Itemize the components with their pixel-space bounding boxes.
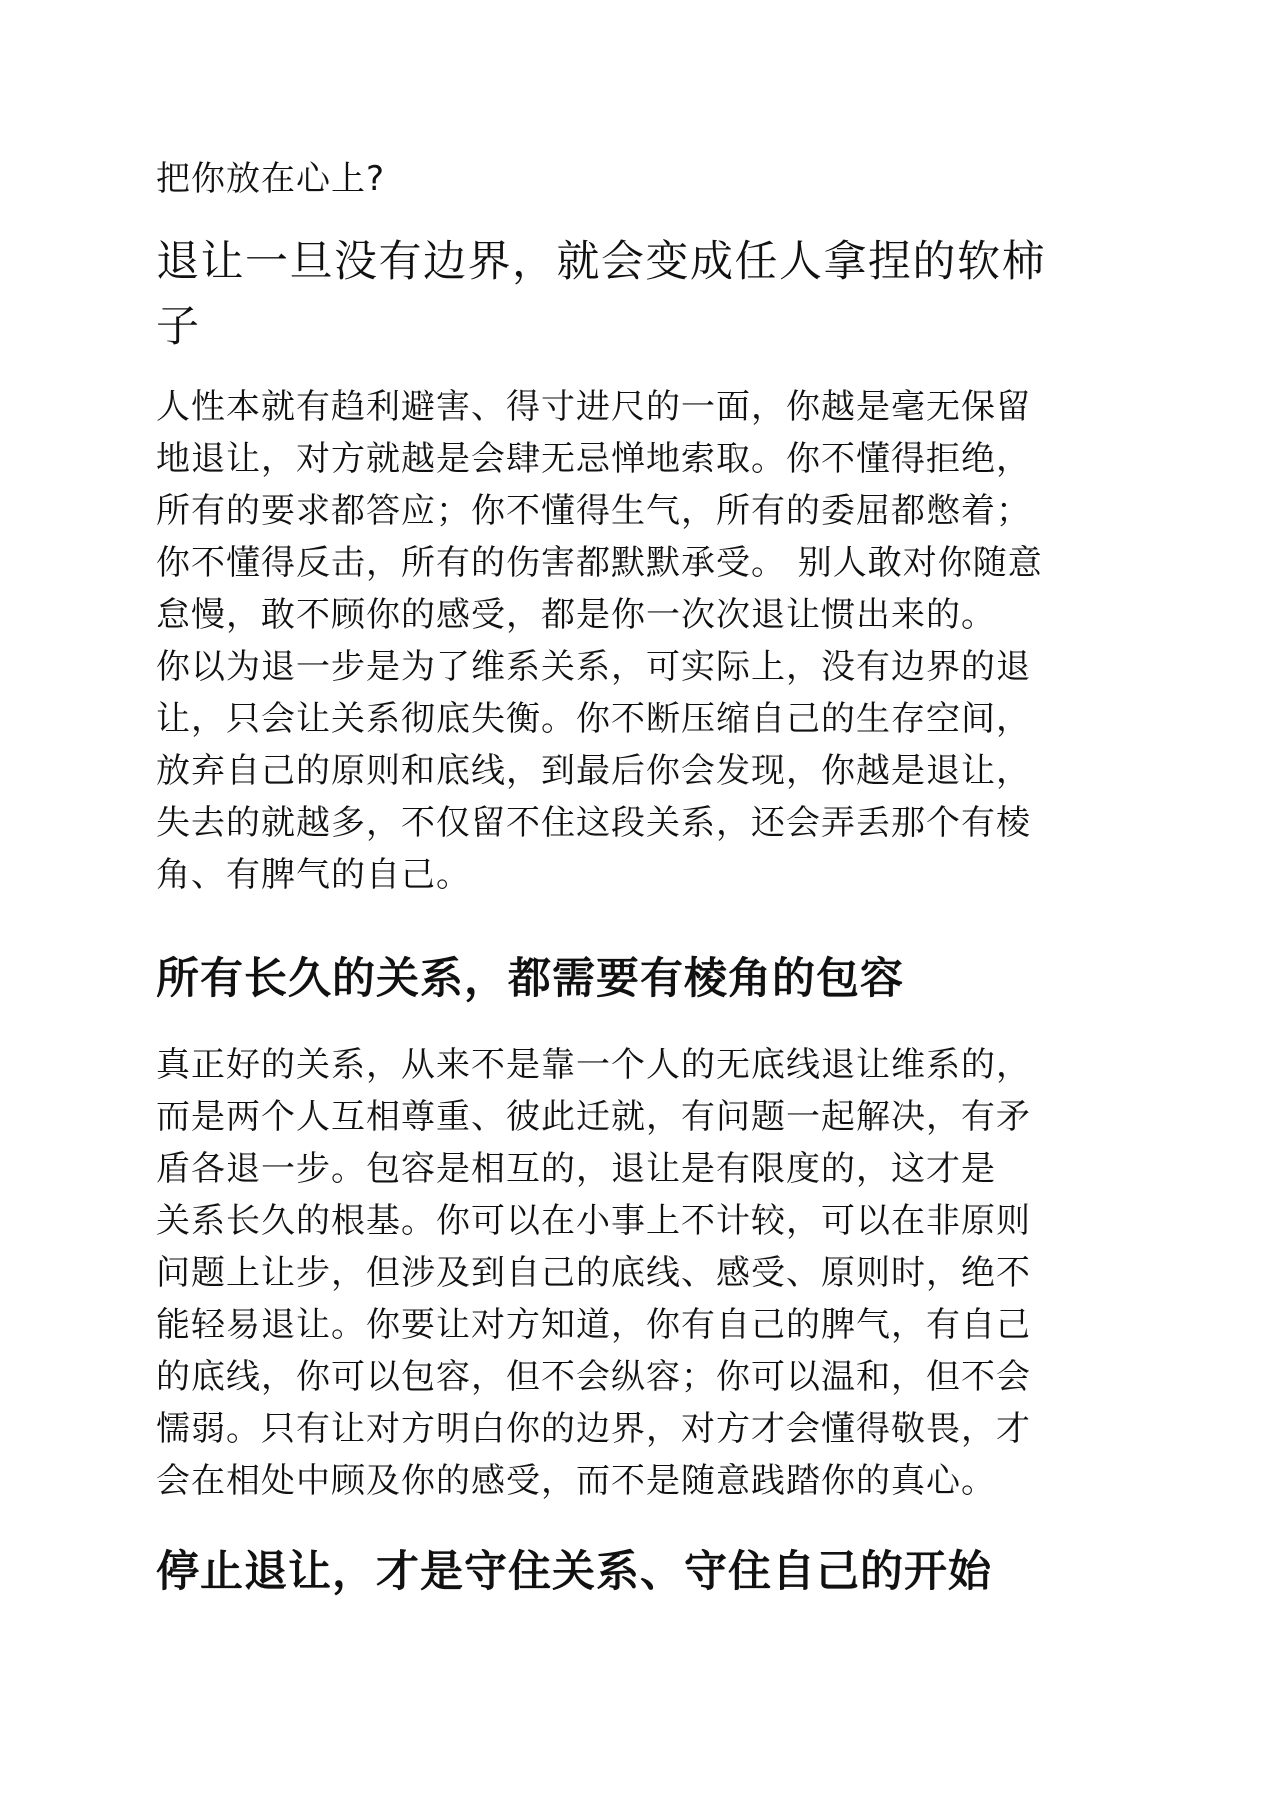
paragraph-line: 让，只会让关系彻底失衡。你不断压缩自己的生存空间， xyxy=(156,699,1031,739)
paragraph-line: 怠慢，敢不顾你的感受，都是你一次次退让惯出来的。 xyxy=(156,595,996,635)
paragraph-line: 你不懂得反击，所有的伤害都默默承受。 别人敢对你随意 xyxy=(156,543,1043,583)
paragraph-line: 地退让，对方就越是会肆无忌惮地索取。你不懂得拒绝， xyxy=(156,439,1031,479)
paragraph-line: 失去的就越多，不仅留不住这段关系，还会弄丢那个有棱 xyxy=(156,803,1031,843)
paragraph-line: 懦弱。只有让对方明白你的边界，对方才会懂得敬畏，才 xyxy=(156,1409,1031,1449)
paragraph-line: 关系长久的根基。你可以在小事上不计较，可以在非原则 xyxy=(156,1201,1031,1241)
intro-text: 把你放在心上? xyxy=(156,159,386,199)
paragraph-line: 问题上让步，但涉及到自己的底线、感受、原则时，绝不 xyxy=(156,1253,1031,1293)
paragraph-line: 盾各退一步。包容是相互的，退让是有限度的，这才是 xyxy=(156,1149,996,1189)
paragraph-line: 你以为退一步是为了维系关系，可实际上，没有边界的退 xyxy=(156,647,1031,687)
paragraph-line: 角、有脾气的自己。 xyxy=(156,855,471,895)
section-heading-1-line-2: 子 xyxy=(156,302,201,352)
paragraph-line: 真正好的关系，从来不是靠一个人的无底线退让维系的， xyxy=(156,1045,1031,1085)
section-heading-2: 所有长久的关系，都需要有棱角的包容 xyxy=(156,954,904,1004)
paragraph-line: 人性本就有趋利避害、得寸进尺的一面，你越是毫无保留 xyxy=(156,387,1031,427)
paragraph-line: 所有的要求都答应；你不懂得生气，所有的委屈都憋着； xyxy=(156,491,1031,531)
section-heading-3: 停止退让，才是守住关系、守住自己的开始 xyxy=(156,1547,992,1597)
paragraph-line: 放弃自己的原则和底线，到最后你会发现，你越是退让， xyxy=(156,751,1031,791)
paragraph-line: 的底线，你可以包容，但不会纵容；你可以温和，但不会 xyxy=(156,1357,1031,1397)
section-heading-1-line-1: 退让一旦没有边界，就会变成任人拿捏的软柿 xyxy=(156,237,1046,287)
paragraph-line: 会在相处中顾及你的感受，而不是随意践踏你的真心。 xyxy=(156,1461,996,1501)
paragraph-line: 而是两个人互相尊重、彼此迁就，有问题一起解决，有矛 xyxy=(156,1097,1031,1137)
paragraph-line: 能轻易退让。你要让对方知道，你有自己的脾气，有自己 xyxy=(156,1305,1031,1345)
